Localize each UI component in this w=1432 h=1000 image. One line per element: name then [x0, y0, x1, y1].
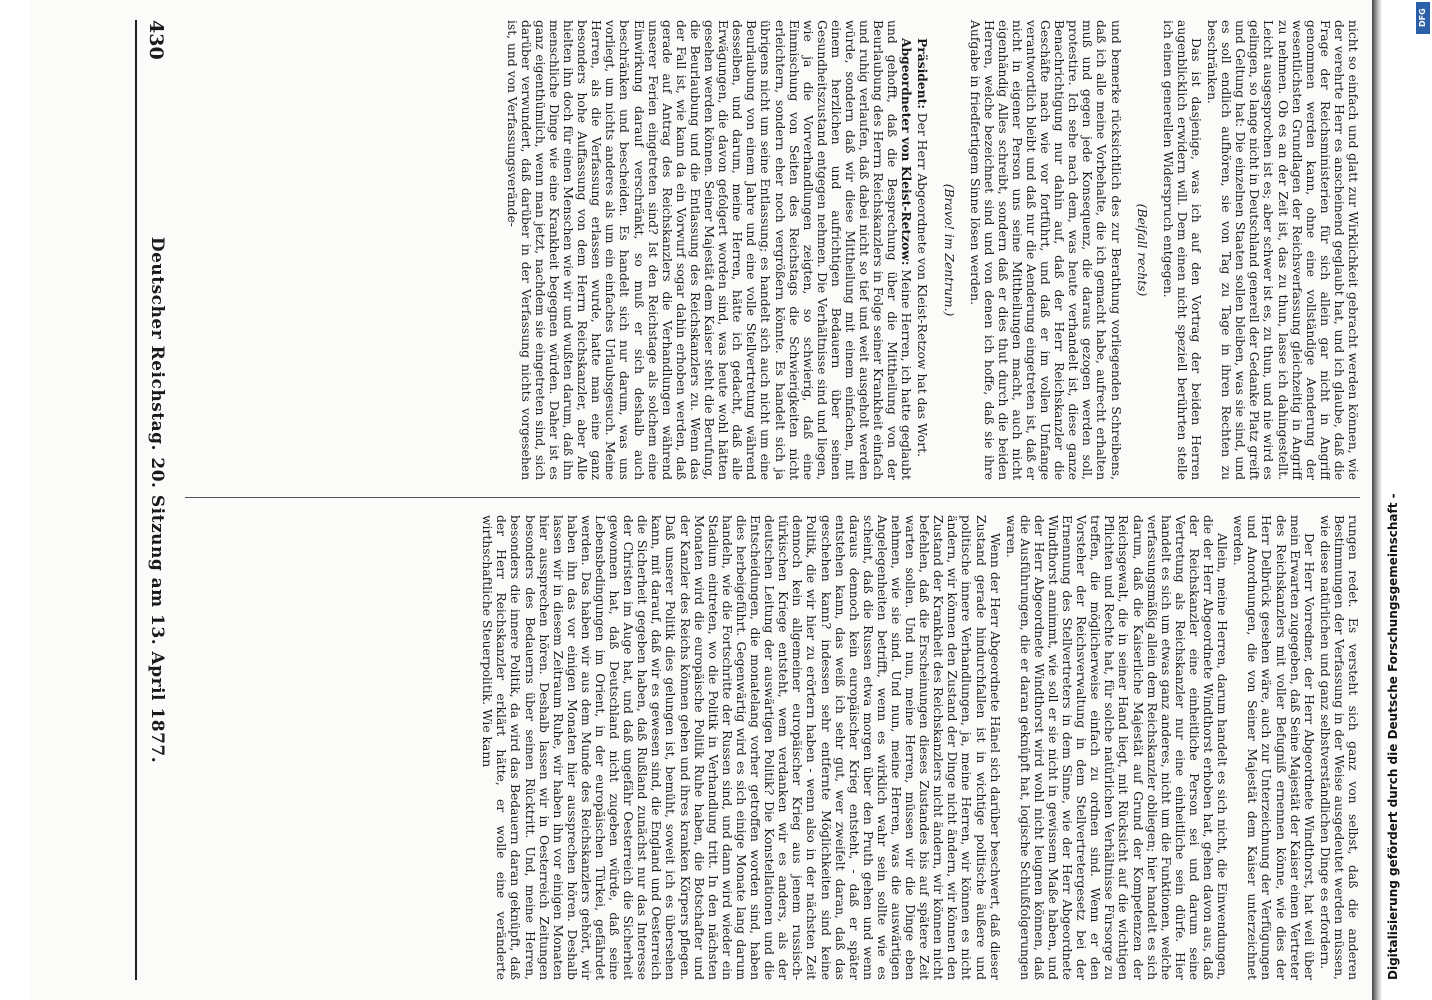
- kleist-speech: [505, 20, 914, 480]
- dfg-logo-icon: DFG: [1416, 2, 1430, 34]
- scanned-page: [30, 0, 1380, 1000]
- right-paragraph-3: Allein, meine Herren, darum handelt es sich nicht, die Einwendungen, die der Herr Abgeordnete Windthorst erhoben hat, gehen davon aus, daß der Reichskanzler eine einheitliche Person sei und darum seine Vertretung als Reichskanzler nur eine einheitliche sein dürfe. Hier handelt es sich um etwas ganz anderes, nicht um die Funktionen, welche verfassungsmäßig allein dem Reichskanzler obliegen; hier handelt es sich darum, daß die Kaiserliche Majestät auf Grund der Kompetenzen der Reichsgewalt, die in seiner Hand liegt, mit Rücksicht auf die wichtigen Pflichten und Rechte hat, für solche natürlichen Verhältnisse Fürsorge zu treffen, die möglicherweise einfach zu ordnen sind. Wenn er den Vorsteher der Reichsverwaltung in dem Stellvertretergesetz bei der Ernennung des Stellvertreters in dem Sinne, wie der Herr Abgeordnete Windthorst annimmt, wie soll er sie nicht in gewissem Maße haben, und der Herr Abgeordnete Windthorst wird wohl nicht leugnen können, daß die Ausführungen, die er daran geknüpft hat, logische Schlußfolgerungen waren.: [1003, 515, 1230, 980]
- right-column: [185, 515, 1360, 980]
- running-title: Deutscher Reichstag. 20. Sitzung am 13. April 1877.: [147, 236, 167, 764]
- scan-edge-shadow: [1372, 0, 1382, 1000]
- header-rule: [135, 20, 137, 980]
- president-speaker: Präsident:: [915, 38, 931, 109]
- right-paragraph-4: Wenn der Herr Abgeordnete Hänel sich darüber beschwert, daß dieser Zustand gerade hindurchfallen ist in wichtige politische äußere und politische innere Verhandlungen, ja, meine Herren, wir können es nicht ändern, wir können den Zustand der Dinge nicht ändern, wir können den Zustand der Krankheit des Reichskanzlers nicht ändern, wir können nicht befehlen, daß die Erscheinungen dieses Zustandes bis auf spätere Zeit warten sollen. Und nun, meine Herren, müssen wir die Dinge eben nehmen, wie sie sind. Und nun, meine Herren, was die auswärtigen Angelegenheiten betrifft, wenn es wirklich wahr sein sollte wie es scheint, daß die Russen etwa morgen über den Pruth gehen und wenn daraus dennoch kein europäischer Krieg entsteht, - daß er später entstehen kann, das weiß ich sehr gut, wer zweifelt daran, daß das geschehen kann? indessen sehr entfernte Möglichkeiten sind keine Politik, die wir hier zu erörtern haben - wenn also in der nächsten Zeit dennoch kein allgemeiner europäischer Krieg aus jenem russisch-türkischen Kriege entsteht, wem verdanken wir es anders, als der deutschen Leitung der auswärtigen Politik? Die Konstellationen und die Entscheidungen, die monatelang vorher getroffen worden sind, haben dies herbeigeführt. Gegenwärtig wird es sich einige Monate lang darum handeln, wie die Fortschritte der Russen sind, und dann wird wieder ein Stadium eintreten, wo die Politik in Verhandlung tritt. In den nächsten Monaten wird die europäische Politik Ruhe haben, die Botschafter und der Kanzler des Reichs können gehen und ihres kranken Körpers pflegen. Daß unserer Politik dies gelungen ist, bemüht, soweit ich es übersehen kann, mit darauf, daß wir es gewesen sind, die England und Oesterreich die Sicherheit gegeben haben, daß Rußland zunächst nur das Interesse der Christen im Auge hat, und daß ungefähr Oesterreich die Sicherheit gewonnen hat, daß Deutschland nicht zugeben würde, daß seine Lebensbedingungen im Orient, in der europäischen Türkei, gefährdet werden. Das haben wir aus dem Munde des Reichskanzlers gehört, wir haben ihn das vor einigen Monaten hier aussprechen hören. Deshalb lassen wir in diesem Zeitraum Ruhe, wir haben ihn vor einigen Monaten hier aussprechen hören. Deshalb lassen wir in Oesterreich Zeitungen besonders des Bedauerns über seinen Rücktritt. Und, meine Herren, besonders die innere Politik, da wird das Bedauern daran geknüpft, daß der Herr Reichskanzler erklärt hätte, er wolle eine veränderte wirthschaftliche Steuerpolitik. Wie kann: [480, 515, 1002, 980]
- kleist-speaker: Abgeordneter von Kleist-Retzow:: [899, 38, 915, 266]
- column-divider: [185, 497, 1360, 498]
- left-paragraph-2: Das ist dasjenige, was ich auf den Vortrag der beiden Herren augenblicklich erwidern will. Dem einen nicht speziell berührten stelle ich einen generellen Widerspruch entgegen.: [1160, 20, 1203, 480]
- president-statement: [915, 20, 929, 480]
- right-paragraph-1: rungen redet. Es versteht sich ganz von selbst, daß die anderen Bestimmungen der Verfassung in der Weise ausgedeutet werden müssen, wie diese natürlichen und ganz selbstverständlichen Dinge es erfordern.: [1317, 515, 1360, 980]
- applause-note: (Beifall rechts): [1134, 203, 1149, 297]
- page-number: 430: [145, 20, 167, 60]
- president-text: Der Herr Abgeordnete von Kleist-Retzow hat das Wort.: [915, 112, 930, 457]
- bravo-note: (Bravo! im Zentrum.): [941, 183, 956, 317]
- left-paragraph-3: und bemerke rücksichtlich des zur Berathung vorliegenden Schreibens, daß ich alle meine Vorbehalte, die ich gemacht habe, aufrecht erhalten muß und gegen jede Konsequenz, die daraus gezogen werden soll, protestire. Ich sehe nach dem, was heute verhandelt ist, diese ganze Benachrichtigung nur dahin auf, daß der Herr Reichskanzler die Geschäfte nach wie vor fortführt, und daß er im vollen Umfange verantwortlich bleibt und daß nur die Aenderung eingetreten ist, daß er nicht in eigener Person uns seine Mittheilungen macht, auch nicht eigenhändig Alles schreibt, sondern daß er dies thut durch die beiden Herren, welche bezeichnet sind und von denen ich hoffe, daß sie ihre Aufgabe in friedfertigem Sinne lösen werden.: [967, 20, 1123, 480]
- running-header: [135, 20, 175, 980]
- kleist-text: Meine Herren, ich hatte geglaubt und gehofft, daß die Besprechung über die Mittheilung von der Beurlaubung des Herrn Reichskanzlers in Folge seiner Krankheit einfach und ruhig verlaufen, daß dabei nicht so tief und weit ausgeholt werden würde, sondern daß wir diese Mittheilung mit einem einfachen, mit einem herzlichen und aufrichtigen Bedauern über seinen Gesundheitszustand entgegen nehmen. Die Verhältnisse sind und liegen, wie ja die Vorverhandlungen zeigten, so schwierig, daß eine Einmischung von Seiten des Reichstags die Schwierigkeiten nicht erleichtern, sondern eher noch vergrößern könnte. Es handelt sich ja übrigens nicht um seine Entlassung; es handelt sich auch nicht um eine Beurlaubung von einem Jahre und eine volle Stellvertretung während desselben, und darum, meine Herren, hätte ich gedacht, daß alle Erwägungen, die davon gefolgert worden sind, was heute wohl hätten gesehen werden können. Seiner Majestät dem Kaiser steht die Berufung, die Beurlaubung und die Entlassung des Reichskanzlers zu. Wenn das der Fall ist, wie kann da ein Vorwurf sogar dahin erhoben werden, daß gerade auf Antrag des Reichskanzlers die Verhandlungen während unserer Ferien eingetreten sind? Ist den Reichstage als solchem eine Einwirkung darauf verschränkt, so muß er sich deshalb auch beschränken und bescheiden. Es handelt sich nur darum, was uns vorliegt, um nichts anderes als um ein einfaches Urlaubsgesuch. Meine Herren, als die Verfassung erlassen wurde, hatte man eine ganz besonders hohe Auffassung von dem Herrn Reichskanzler, aber Alle hielten ihn doch für einen Menschen wie wir und wußten darum, daß ihn menschliche Dinge wie eine Krankheit begegnen würden. Daher ist es ganz eigenthümlich, wenn man jetzt, nachdem sie eingetreten sind, sich darüber verwundert, daß darüber in der Verfassung nichts vorgesehen ist, und von Verfassungsverände-: [504, 20, 914, 480]
- left-column: [185, 20, 1360, 480]
- left-paragraph-1: nicht so einfach und glatt zur Wirklichkeit gebracht werden können, wie der verehrte Herr es anscheinend geglaubt hat, und ich glaube, daß die Frage der Reichsministerien für sich allein gar nicht in Angriff genommen werden kann, ohne eine vollständige Aenderung der wesentlichsten Grundlagen der Reichsverfassung gleichzeitig in Angriff zu nehmen. Ob es an der Zeit ist, das zu thun, lasse ich dahingestellt. Leicht ausgesprochen ist es; aber schwer ist es, zu thun, und nie wird es gelingen, so lange nicht in Deutschland generell der Gedanke Platz greift und Geltung hat: Die einzelnen Staaten sollen bleiben, was sie sind, und es soll endlich aufhören, sie von Tag zu Tage in ihren Rechten zu beschränken.: [1205, 20, 1360, 480]
- funding-notice: Digitalisierung gefördert durch die Deutsche Forschungsgemeinschaft -: [1386, 493, 1400, 980]
- right-paragraph-2: Der Herr Vorredner, der Herr Abgeordnete Windthorst, hat weil über mein Erwarten zugegeben, daß Seine Majestät der Kaiser einen Vertreter des Reichskanzlers mit voller Befugniß ernennen könne, wie dies der Herr Delbrück gesehen wäre, auch zur Unterzeichnung der Verfügungen und Anordnungen, die von Seiner Majestät dem Kaiser unterzeichnet werden.: [1231, 515, 1316, 980]
- page-content: [30, 0, 1380, 1000]
